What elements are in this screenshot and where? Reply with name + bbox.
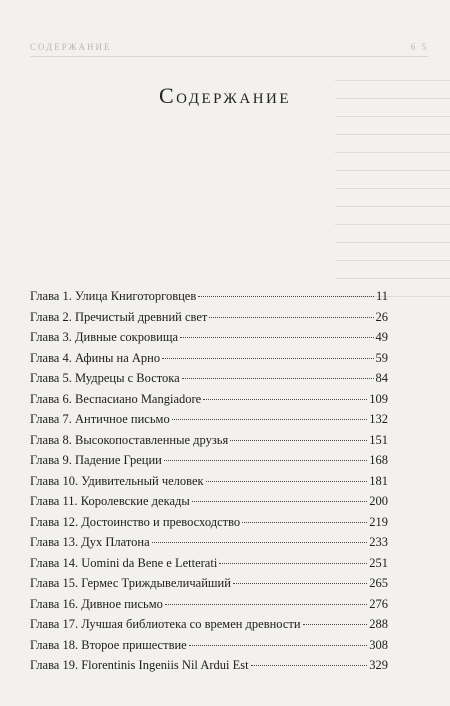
dot-leader <box>189 645 368 646</box>
toc-entry-label: Глава 4. Афины на Арно <box>30 350 161 365</box>
dot-leader <box>198 296 374 297</box>
toc-entry <box>30 389 388 410</box>
dot-leader <box>203 399 367 400</box>
header-rule <box>30 56 428 57</box>
page-title: Содержание <box>158 83 292 108</box>
toc-entry-page: 132 <box>369 412 388 426</box>
toc-entry <box>30 532 388 553</box>
dot-leader <box>209 317 373 318</box>
toc-entry-label: Глава 10. Удивительный человек <box>30 473 204 488</box>
dot-leader <box>206 481 368 482</box>
toc-entry-page: 181 <box>369 473 388 488</box>
toc-entry <box>30 348 388 369</box>
toc-entry-page: 151 <box>369 432 388 447</box>
dot-leader <box>152 542 368 543</box>
toc-entry-page: 168 <box>369 453 388 467</box>
toc-entry-label: Глава 1. Улица Книготорговцев <box>30 289 197 303</box>
toc-entry-label: Глава 9. Падение Греции <box>30 453 162 467</box>
toc-entry-page: 49 <box>375 330 388 344</box>
running-head-title: СОДЕРЖАНИЕ <box>30 42 112 52</box>
toc-entry <box>30 553 388 574</box>
running-head <box>30 42 428 52</box>
dot-leader <box>303 624 368 625</box>
dot-leader <box>180 337 374 338</box>
toc-entry <box>30 594 388 615</box>
toc-entry <box>30 409 388 430</box>
dot-leader <box>162 358 373 359</box>
running-head-page: 6 5 <box>410 42 428 52</box>
toc-entry-label: Глава 11. Королевские декады <box>30 494 190 508</box>
toc-entry <box>30 614 388 635</box>
toc-entry-page: 329 <box>369 658 388 672</box>
toc-entry <box>30 430 388 451</box>
toc-entry-page: 233 <box>369 535 388 549</box>
dot-leader <box>233 583 367 584</box>
toc-entry-page: 11 <box>375 289 388 303</box>
toc-entry-label: Глава 8. Высокопоставленные друзья <box>30 432 229 447</box>
toc-entry-page: 59 <box>375 350 388 365</box>
dot-leader <box>219 563 367 564</box>
toc-entry-page: 308 <box>369 637 388 652</box>
dot-leader <box>230 440 367 441</box>
dot-leader <box>164 460 367 461</box>
dot-leader <box>182 378 374 379</box>
toc-entry <box>30 450 388 471</box>
toc-entry-label: Глава 18. Второе пришествие <box>30 637 187 652</box>
toc-entry <box>30 307 388 328</box>
toc-entry-label: Глава 3. Дивные сокровища <box>30 330 178 344</box>
toc-entry <box>30 512 388 533</box>
toc-entry-label: Глава 5. Мудрецы с Востока <box>30 371 180 385</box>
toc-entry-page: 251 <box>369 555 388 570</box>
toc-entry-page: 109 <box>369 391 388 406</box>
toc-entry <box>30 635 388 656</box>
toc-entry <box>30 471 388 492</box>
toc-entry-page: 276 <box>369 596 388 611</box>
toc-entry <box>30 286 388 307</box>
toc-entry-page: 288 <box>369 617 388 631</box>
toc-entry <box>30 655 388 676</box>
toc-entry-page: 265 <box>369 576 388 590</box>
dot-leader <box>192 501 367 502</box>
toc-entry-label: Глава 14. Uomini da Bene e Letterati <box>30 555 218 570</box>
dot-leader <box>172 419 368 420</box>
dot-leader <box>165 604 367 605</box>
toc-entry <box>30 573 388 594</box>
toc-entry <box>30 327 388 348</box>
toc-entry-label: Глава 15. Гермес Триждывеличайший <box>30 576 231 590</box>
toc-entry <box>30 491 388 512</box>
toc-entry-label: Глава 12. Достоинство и превосходство <box>30 514 241 529</box>
dot-leader <box>242 522 367 523</box>
toc-entry-page: 26 <box>375 309 388 324</box>
toc-entry-label: Глава 6. Веспасиано Mangiadore <box>30 391 202 406</box>
toc-entry <box>30 368 388 389</box>
toc-entry-label: Глава 19. Florentinis Ingeniis Nil Ardui Est <box>30 658 249 672</box>
toc-entry-label: Глава 16. Дивное письмо <box>30 596 163 611</box>
toc-entry-page: 84 <box>375 371 388 385</box>
toc-entry-label: Глава 7. Античное письмо <box>30 412 170 426</box>
toc-entry-page: 200 <box>369 494 388 508</box>
toc-entry-label: Глава 2. Пречистый древний свет <box>30 309 208 324</box>
table-of-contents <box>30 286 388 676</box>
toc-entry-label: Глава 13. Дух Платона <box>30 535 150 549</box>
toc-entry-page: 219 <box>369 514 388 529</box>
dot-leader <box>251 665 368 666</box>
toc-entry-label: Глава 17. Лучшая библиотека со времен древности <box>30 617 301 631</box>
